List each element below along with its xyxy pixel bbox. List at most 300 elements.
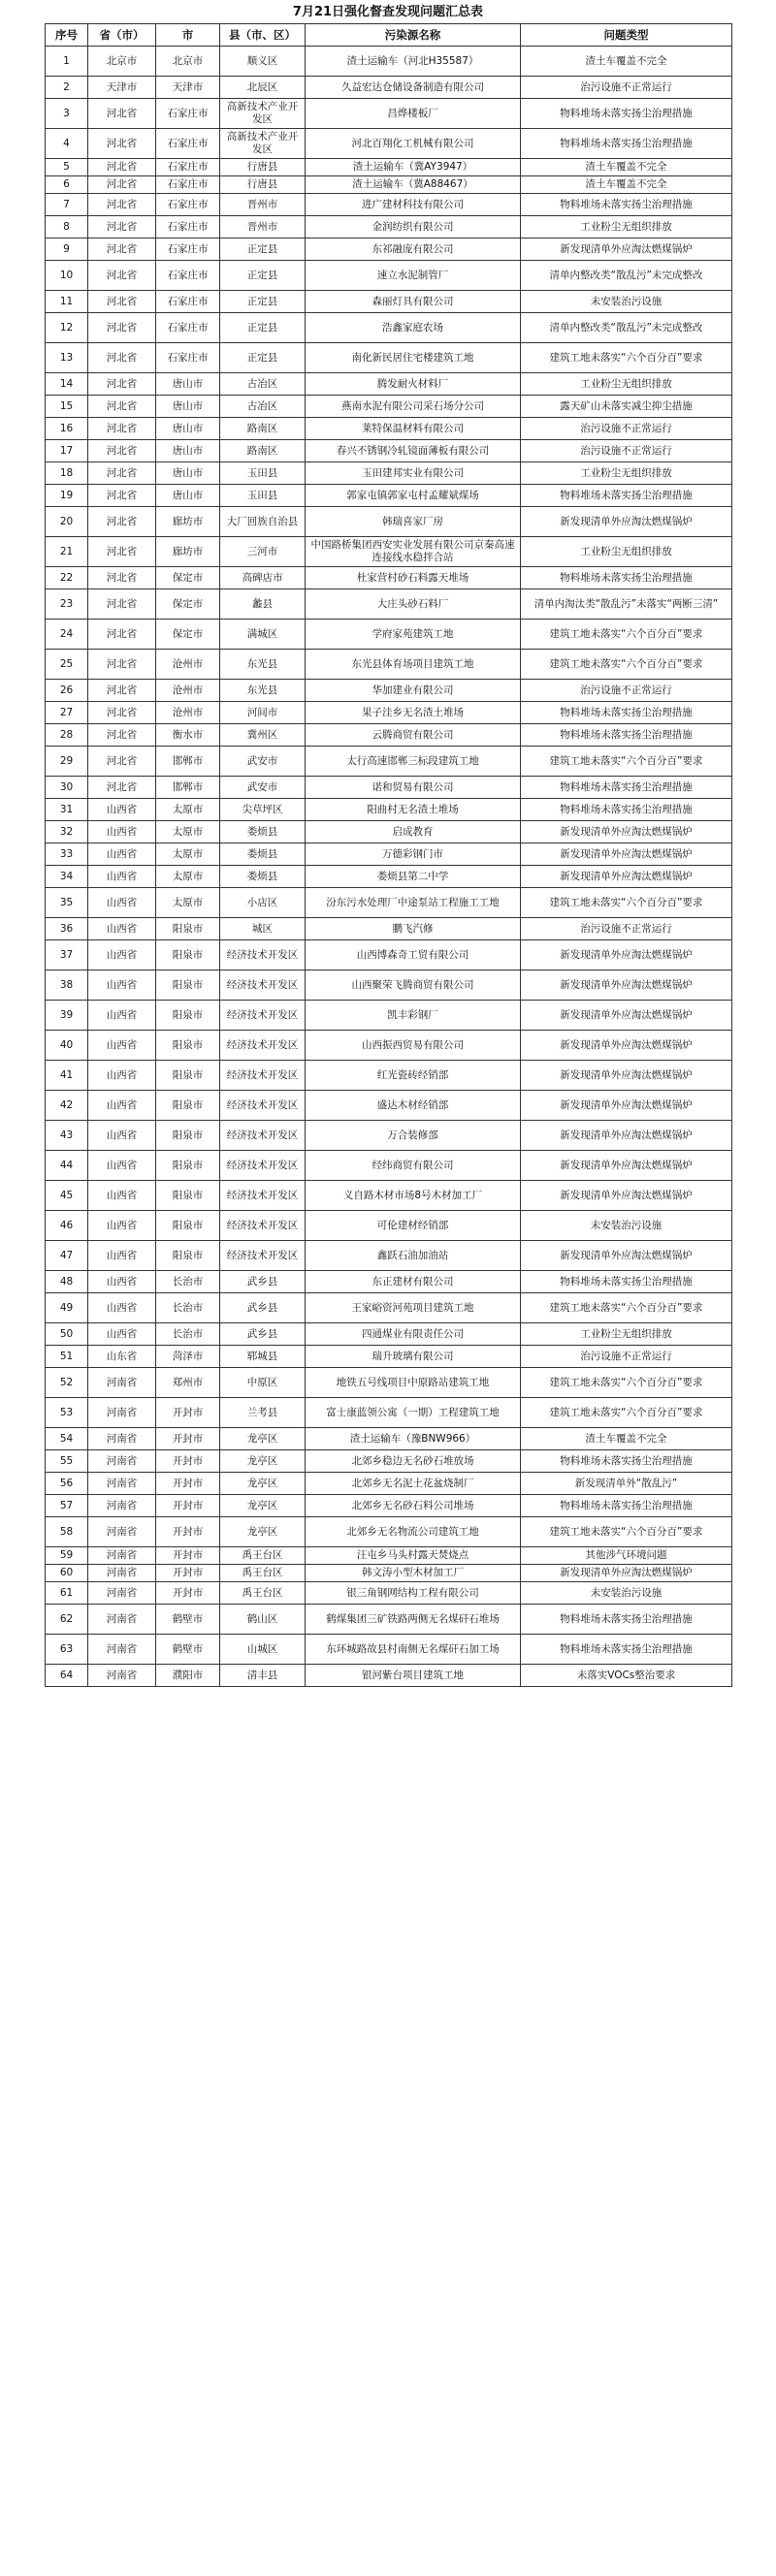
- province-cell: 山西省: [88, 1323, 156, 1346]
- county-cell: 娄烦县: [220, 843, 306, 866]
- province-cell: 河南省: [88, 1517, 156, 1547]
- pollution-source-cell: 渣土运输车（冀AY3947）: [306, 159, 521, 176]
- pollution-source-cell: 凯丰彩钢厂: [306, 1001, 521, 1031]
- table-row: [46, 343, 732, 373]
- city-cell: 邯郸市: [156, 747, 220, 777]
- issue-type-cell: 新发现清单外应淘汰燃煤锅炉: [521, 1121, 732, 1151]
- table-row: [46, 1241, 732, 1271]
- province-cell: 河南省: [88, 1547, 156, 1565]
- pollution-source-cell: 太行高速邯郸三标段建筑工地: [306, 747, 521, 777]
- row-index: 26: [46, 680, 88, 702]
- province-cell: 山西省: [88, 843, 156, 866]
- table-row: [46, 216, 732, 239]
- city-cell: 阳泉市: [156, 940, 220, 970]
- table-row: [46, 747, 732, 777]
- province-cell: 河北省: [88, 216, 156, 239]
- province-cell: 北京市: [88, 47, 156, 77]
- county-cell: 经济技术开发区: [220, 1151, 306, 1181]
- city-cell: 保定市: [156, 589, 220, 620]
- row-index: 1: [46, 47, 88, 77]
- province-cell: 河北省: [88, 777, 156, 799]
- province-cell: 河北省: [88, 129, 156, 159]
- city-cell: 开封市: [156, 1450, 220, 1473]
- city-cell: 鹤壁市: [156, 1635, 220, 1665]
- county-cell: 龙亭区: [220, 1473, 306, 1495]
- row-index: 32: [46, 821, 88, 843]
- city-cell: 阳泉市: [156, 1031, 220, 1061]
- province-cell: 河南省: [88, 1428, 156, 1450]
- issue-type-cell: 露天矿山未落实减尘抑尘措施: [521, 396, 732, 418]
- province-cell: 河北省: [88, 418, 156, 440]
- row-index: 18: [46, 462, 88, 485]
- city-cell: 石家庄市: [156, 261, 220, 291]
- row-index: 53: [46, 1398, 88, 1428]
- pollution-source-cell: 万合装修部: [306, 1121, 521, 1151]
- issue-type-cell: 治污设施不正常运行: [521, 680, 732, 702]
- county-cell: 高新技术产业开发区: [220, 99, 306, 129]
- row-index: 2: [46, 77, 88, 99]
- issue-type-cell: 建筑工地未落实“六个百分百”要求: [521, 1368, 732, 1398]
- issue-type-cell: 治污设施不正常运行: [521, 1346, 732, 1368]
- issue-type-cell: 物料堆场未落实扬尘治理措施: [521, 1450, 732, 1473]
- province-cell: 天津市: [88, 77, 156, 99]
- issue-type-cell: 工业粉尘无组织排放: [521, 1323, 732, 1346]
- city-cell: 石家庄市: [156, 129, 220, 159]
- issue-type-cell: 清单内整改类“散乱污”未完成整改: [521, 261, 732, 291]
- table-row: [46, 1346, 732, 1368]
- county-cell: 尖草坪区: [220, 799, 306, 821]
- pollution-source-cell: 东祁融庞有限公司: [306, 239, 521, 261]
- province-cell: 山西省: [88, 1151, 156, 1181]
- row-index: 10: [46, 261, 88, 291]
- table-row: [46, 866, 732, 888]
- header-index: 序号: [46, 24, 88, 47]
- table-row: [46, 589, 732, 620]
- city-cell: 阳泉市: [156, 1181, 220, 1211]
- county-cell: 路南区: [220, 440, 306, 462]
- pollution-source-cell: 北郊乡无名砂石料公司堆场: [306, 1495, 521, 1517]
- row-index: 14: [46, 373, 88, 396]
- table-row: [46, 1323, 732, 1346]
- row-index: 43: [46, 1121, 88, 1151]
- row-index: 15: [46, 396, 88, 418]
- pollution-source-cell: 经纬商贸有限公司: [306, 1151, 521, 1181]
- issue-type-cell: 渣土车覆盖不完全: [521, 159, 732, 176]
- pollution-source-cell: 北郊乡无名泥土花盆烧制厂: [306, 1473, 521, 1495]
- province-cell: 河北省: [88, 747, 156, 777]
- province-cell: 山西省: [88, 1293, 156, 1323]
- row-index: 44: [46, 1151, 88, 1181]
- city-cell: 唐山市: [156, 418, 220, 440]
- issue-type-cell: 渣土车覆盖不完全: [521, 47, 732, 77]
- issue-type-cell: 渣土车覆盖不完全: [521, 176, 732, 194]
- row-index: 55: [46, 1450, 88, 1473]
- pollution-source-cell: 鹤煤集团三矿铁路两侧无名煤矸石堆场: [306, 1605, 521, 1635]
- province-cell: 河南省: [88, 1665, 156, 1687]
- city-cell: 沧州市: [156, 650, 220, 680]
- table-row: [46, 1635, 732, 1665]
- city-cell: 石家庄市: [156, 99, 220, 129]
- county-cell: 武乡县: [220, 1293, 306, 1323]
- city-cell: 石家庄市: [156, 216, 220, 239]
- table-row: [46, 1001, 732, 1031]
- table-row: [46, 1582, 732, 1605]
- issue-type-cell: 清单内整改类“散乱污”未完成整改: [521, 313, 732, 343]
- issue-type-cell: 物料堆场未落实扬尘治理措施: [521, 1271, 732, 1293]
- row-index: 58: [46, 1517, 88, 1547]
- row-index: 48: [46, 1271, 88, 1293]
- county-cell: 古冶区: [220, 396, 306, 418]
- pollution-source-cell: 阳曲村无名渣土堆场: [306, 799, 521, 821]
- pollution-source-cell: 华加建业有限公司: [306, 680, 521, 702]
- pollution-source-cell: 红光瓷砖经销部: [306, 1061, 521, 1091]
- province-cell: 山西省: [88, 1091, 156, 1121]
- province-cell: 山西省: [88, 1211, 156, 1241]
- county-cell: 禹王台区: [220, 1565, 306, 1582]
- table-row: [46, 313, 732, 343]
- province-cell: 山西省: [88, 1271, 156, 1293]
- county-cell: 行唐县: [220, 176, 306, 194]
- county-cell: 禹王台区: [220, 1547, 306, 1565]
- issue-type-cell: 物料堆场未落实扬尘治理措施: [521, 567, 732, 589]
- row-index: 8: [46, 216, 88, 239]
- pollution-source-cell: 鑫跃石油加油站: [306, 1241, 521, 1271]
- pollution-source-cell: 大庄头砂石料厂: [306, 589, 521, 620]
- row-index: 49: [46, 1293, 88, 1323]
- table-row: [46, 1031, 732, 1061]
- province-cell: 山西省: [88, 888, 156, 918]
- province-cell: 河北省: [88, 194, 156, 216]
- pollution-source-cell: 北郊乡稳边无名砂石堆放场: [306, 1450, 521, 1473]
- county-cell: 中原区: [220, 1368, 306, 1398]
- row-index: 35: [46, 888, 88, 918]
- pollution-source-cell: 汾东污水处理厂中途泵站工程施工工地: [306, 888, 521, 918]
- table-header: [46, 24, 732, 47]
- city-cell: 长治市: [156, 1293, 220, 1323]
- issue-type-cell: 新发现清单外应淘汰燃煤锅炉: [521, 970, 732, 1001]
- pollution-source-cell: 四通煤业有限责任公司: [306, 1323, 521, 1346]
- city-cell: 阳泉市: [156, 1121, 220, 1151]
- pollution-source-cell: 渣土运输车（豫BNW966）: [306, 1428, 521, 1450]
- city-cell: 唐山市: [156, 485, 220, 507]
- pollution-source-cell: 鹏飞汽修: [306, 918, 521, 940]
- row-index: 41: [46, 1061, 88, 1091]
- table-row: [46, 918, 732, 940]
- pollution-source-cell: 东环城路故县村南侧无名煤矸石加工场: [306, 1635, 521, 1665]
- table-row: [46, 821, 732, 843]
- county-cell: 郓城县: [220, 1346, 306, 1368]
- county-cell: 东光县: [220, 650, 306, 680]
- province-cell: 河北省: [88, 680, 156, 702]
- table-row: [46, 373, 732, 396]
- issue-type-cell: 物料堆场未落实扬尘治理措施: [521, 1635, 732, 1665]
- province-cell: 河北省: [88, 159, 156, 176]
- province-cell: 山西省: [88, 799, 156, 821]
- issue-type-cell: 治污设施不正常运行: [521, 77, 732, 99]
- row-index: 59: [46, 1547, 88, 1565]
- city-cell: 石家庄市: [156, 313, 220, 343]
- pollution-source-cell: 万德彩钢门市: [306, 843, 521, 866]
- issue-type-cell: 其他涉气环境问题: [521, 1547, 732, 1565]
- province-cell: 山西省: [88, 1001, 156, 1031]
- city-cell: 阳泉市: [156, 970, 220, 1001]
- row-index: 30: [46, 777, 88, 799]
- pollution-source-cell: 腾发耐火材料厂: [306, 373, 521, 396]
- issue-type-cell: 建筑工地未落实“六个百分百”要求: [521, 1517, 732, 1547]
- province-cell: 山西省: [88, 918, 156, 940]
- city-cell: 鹤壁市: [156, 1605, 220, 1635]
- row-index: 61: [46, 1582, 88, 1605]
- pollution-source-cell: 可伦建材经销部: [306, 1211, 521, 1241]
- pollution-source-cell: 浩鑫家庭农场: [306, 313, 521, 343]
- row-index: 54: [46, 1428, 88, 1450]
- county-cell: 东光县: [220, 680, 306, 702]
- pollution-source-cell: 山西振西贸易有限公司: [306, 1031, 521, 1061]
- county-cell: 武安市: [220, 777, 306, 799]
- city-cell: 长治市: [156, 1323, 220, 1346]
- row-index: 13: [46, 343, 88, 373]
- city-cell: 衡水市: [156, 724, 220, 747]
- table-row: [46, 888, 732, 918]
- header-county: 县（市、区）: [220, 24, 306, 47]
- table-row: [46, 724, 732, 747]
- table-row: [46, 1450, 732, 1473]
- city-cell: 石家庄市: [156, 291, 220, 313]
- issue-type-cell: 治污设施不正常运行: [521, 440, 732, 462]
- county-cell: 正定县: [220, 239, 306, 261]
- province-cell: 河南省: [88, 1495, 156, 1517]
- city-cell: 开封市: [156, 1565, 220, 1582]
- county-cell: 正定县: [220, 291, 306, 313]
- city-cell: 阳泉市: [156, 1211, 220, 1241]
- row-index: 28: [46, 724, 88, 747]
- province-cell: 河南省: [88, 1398, 156, 1428]
- province-cell: 河北省: [88, 291, 156, 313]
- issue-type-cell: 新发现清单外应淘汰燃煤锅炉: [521, 1151, 732, 1181]
- county-cell: 正定县: [220, 261, 306, 291]
- city-cell: 郑州市: [156, 1368, 220, 1398]
- row-index: 16: [46, 418, 88, 440]
- city-cell: 廊坊市: [156, 507, 220, 537]
- issue-type-cell: 新发现清单外应淘汰燃煤锅炉: [521, 866, 732, 888]
- county-cell: 高碑店市: [220, 567, 306, 589]
- province-cell: 河北省: [88, 313, 156, 343]
- pollution-source-cell: 渣土运输车（河北H35587）: [306, 47, 521, 77]
- pollution-source-cell: 东光县体育场项目建筑工地: [306, 650, 521, 680]
- issue-type-cell: 新发现清单外应淘汰燃煤锅炉: [521, 1001, 732, 1031]
- table-title: 7月21日强化督查发现问题汇总表: [292, 5, 484, 19]
- table-row: [46, 239, 732, 261]
- issue-type-cell: 新发现清单外“散乱污”: [521, 1473, 732, 1495]
- province-cell: 河北省: [88, 537, 156, 567]
- table-body: [46, 47, 732, 1687]
- header-issue-type: 问题类型: [521, 24, 732, 47]
- county-cell: 娄烦县: [220, 866, 306, 888]
- county-cell: 龙亭区: [220, 1495, 306, 1517]
- province-cell: 河南省: [88, 1368, 156, 1398]
- table-row: [46, 47, 732, 77]
- row-index: 31: [46, 799, 88, 821]
- table-row: [46, 1061, 732, 1091]
- county-cell: 冀州区: [220, 724, 306, 747]
- issue-type-cell: 工业粉尘无组织排放: [521, 462, 732, 485]
- header-pollution-source: 污染源名称: [306, 24, 521, 47]
- city-cell: 唐山市: [156, 396, 220, 418]
- issue-type-cell: 未安装治污设施: [521, 1211, 732, 1241]
- pollution-source-cell: 地铁五号线项目中原路站建筑工地: [306, 1368, 521, 1398]
- row-index: 7: [46, 194, 88, 216]
- issue-type-cell: 物料堆场未落实扬尘治理措施: [521, 799, 732, 821]
- province-cell: 河北省: [88, 440, 156, 462]
- issue-type-cell: 物料堆场未落实扬尘治理措施: [521, 702, 732, 724]
- row-index: 46: [46, 1211, 88, 1241]
- county-cell: 兰考县: [220, 1398, 306, 1428]
- county-cell: 经济技术开发区: [220, 1061, 306, 1091]
- province-cell: 河北省: [88, 261, 156, 291]
- table-row: [46, 291, 732, 313]
- city-cell: 开封市: [156, 1517, 220, 1547]
- issue-type-cell: 物料堆场未落实扬尘治理措施: [521, 777, 732, 799]
- row-index: 45: [46, 1181, 88, 1211]
- county-cell: 清丰县: [220, 1665, 306, 1687]
- row-index: 5: [46, 159, 88, 176]
- city-cell: 邯郸市: [156, 777, 220, 799]
- issue-type-cell: 建筑工地未落实“六个百分百”要求: [521, 620, 732, 650]
- county-cell: 鹤山区: [220, 1605, 306, 1635]
- county-cell: 经济技术开发区: [220, 1121, 306, 1151]
- issue-type-cell: 新发现清单外应淘汰燃煤锅炉: [521, 843, 732, 866]
- row-index: 12: [46, 313, 88, 343]
- province-cell: 河北省: [88, 702, 156, 724]
- table-row: [46, 77, 732, 99]
- city-cell: 石家庄市: [156, 176, 220, 194]
- city-cell: 太原市: [156, 843, 220, 866]
- pollution-source-cell: 汪屯乡马头村露天焚烧点: [306, 1547, 521, 1565]
- province-cell: 河北省: [88, 176, 156, 194]
- pollution-source-cell: 春兴不锈钢冷轧镜面薄板有限公司: [306, 440, 521, 462]
- province-cell: 山西省: [88, 1061, 156, 1091]
- row-index: 51: [46, 1346, 88, 1368]
- row-index: 23: [46, 589, 88, 620]
- pollution-source-cell: 王家峪资河苑项目建筑工地: [306, 1293, 521, 1323]
- row-index: 56: [46, 1473, 88, 1495]
- province-cell: 河南省: [88, 1635, 156, 1665]
- province-cell: 山西省: [88, 1121, 156, 1151]
- table-row: [46, 702, 732, 724]
- city-cell: 濮阳市: [156, 1665, 220, 1687]
- table-row: [46, 843, 732, 866]
- row-index: 38: [46, 970, 88, 1001]
- city-cell: 阳泉市: [156, 1241, 220, 1271]
- table-row: [46, 777, 732, 799]
- row-index: 50: [46, 1323, 88, 1346]
- city-cell: 石家庄市: [156, 239, 220, 261]
- issue-type-cell: 物料堆场未落实扬尘治理措施: [521, 99, 732, 129]
- pollution-source-cell: 久益宏达仓储设备制造有限公司: [306, 77, 521, 99]
- city-cell: 阳泉市: [156, 1091, 220, 1121]
- city-cell: 唐山市: [156, 440, 220, 462]
- pollution-source-cell: 北郊乡无名物流公司建筑工地: [306, 1517, 521, 1547]
- county-cell: 经济技术开发区: [220, 1211, 306, 1241]
- row-index: 9: [46, 239, 88, 261]
- county-cell: 玉田县: [220, 485, 306, 507]
- pollution-source-cell: 郭家屯镇郭家屯村孟耀斌煤场: [306, 485, 521, 507]
- issue-type-cell: 建筑工地未落实“六个百分百”要求: [521, 747, 732, 777]
- province-cell: 河北省: [88, 462, 156, 485]
- pollution-source-cell: 莱特保温材料有限公司: [306, 418, 521, 440]
- issue-type-cell: 建筑工地未落实“六个百分百”要求: [521, 1398, 732, 1428]
- province-cell: 山西省: [88, 940, 156, 970]
- row-index: 6: [46, 176, 88, 194]
- row-index: 27: [46, 702, 88, 724]
- city-cell: 太原市: [156, 821, 220, 843]
- table-row: [46, 1428, 732, 1450]
- problem-summary-table: [45, 23, 732, 1687]
- city-cell: 廊坊市: [156, 537, 220, 567]
- province-cell: 河南省: [88, 1473, 156, 1495]
- table-row: [46, 99, 732, 129]
- pollution-source-cell: 学府家苑建筑工地: [306, 620, 521, 650]
- county-cell: 河间市: [220, 702, 306, 724]
- city-cell: 开封市: [156, 1547, 220, 1565]
- table-row: [46, 537, 732, 567]
- county-cell: 正定县: [220, 343, 306, 373]
- table-row: [46, 1293, 732, 1323]
- county-cell: 龙亭区: [220, 1450, 306, 1473]
- county-cell: 武乡县: [220, 1271, 306, 1293]
- table-row: [46, 1517, 732, 1547]
- city-cell: 保定市: [156, 567, 220, 589]
- row-index: 64: [46, 1665, 88, 1687]
- pollution-source-cell: 银三角钢网结构工程有限公司: [306, 1582, 521, 1605]
- table-row: [46, 1271, 732, 1293]
- table-row: [46, 1151, 732, 1181]
- pollution-source-cell: 燕南水泥有限公司采石场分公司: [306, 396, 521, 418]
- row-index: 62: [46, 1605, 88, 1635]
- row-index: 40: [46, 1031, 88, 1061]
- row-index: 42: [46, 1091, 88, 1121]
- row-index: 19: [46, 485, 88, 507]
- city-cell: 石家庄市: [156, 343, 220, 373]
- table-row: [46, 1547, 732, 1565]
- province-cell: 山西省: [88, 970, 156, 1001]
- city-cell: 开封市: [156, 1398, 220, 1428]
- province-cell: 河南省: [88, 1450, 156, 1473]
- city-cell: 石家庄市: [156, 194, 220, 216]
- table-row: [46, 194, 732, 216]
- row-index: 47: [46, 1241, 88, 1271]
- pollution-source-cell: 盛达木材经销部: [306, 1091, 521, 1121]
- county-cell: 路南区: [220, 418, 306, 440]
- county-cell: 经济技术开发区: [220, 1031, 306, 1061]
- city-cell: 阳泉市: [156, 1151, 220, 1181]
- province-cell: 河南省: [88, 1565, 156, 1582]
- pollution-source-cell: 南化新民居住宅楼建筑工地: [306, 343, 521, 373]
- header-row: [46, 24, 732, 47]
- province-cell: 河北省: [88, 589, 156, 620]
- issue-type-cell: 工业粉尘无组织排放: [521, 373, 732, 396]
- table-row: [46, 1473, 732, 1495]
- province-cell: 河南省: [88, 1582, 156, 1605]
- row-index: 3: [46, 99, 88, 129]
- city-cell: 太原市: [156, 866, 220, 888]
- table-row: [46, 440, 732, 462]
- county-cell: 蠡县: [220, 589, 306, 620]
- issue-type-cell: 未落实VOCs整治要求: [521, 1665, 732, 1687]
- table-row: [46, 620, 732, 650]
- table-row: [46, 567, 732, 589]
- county-cell: 龙亭区: [220, 1517, 306, 1547]
